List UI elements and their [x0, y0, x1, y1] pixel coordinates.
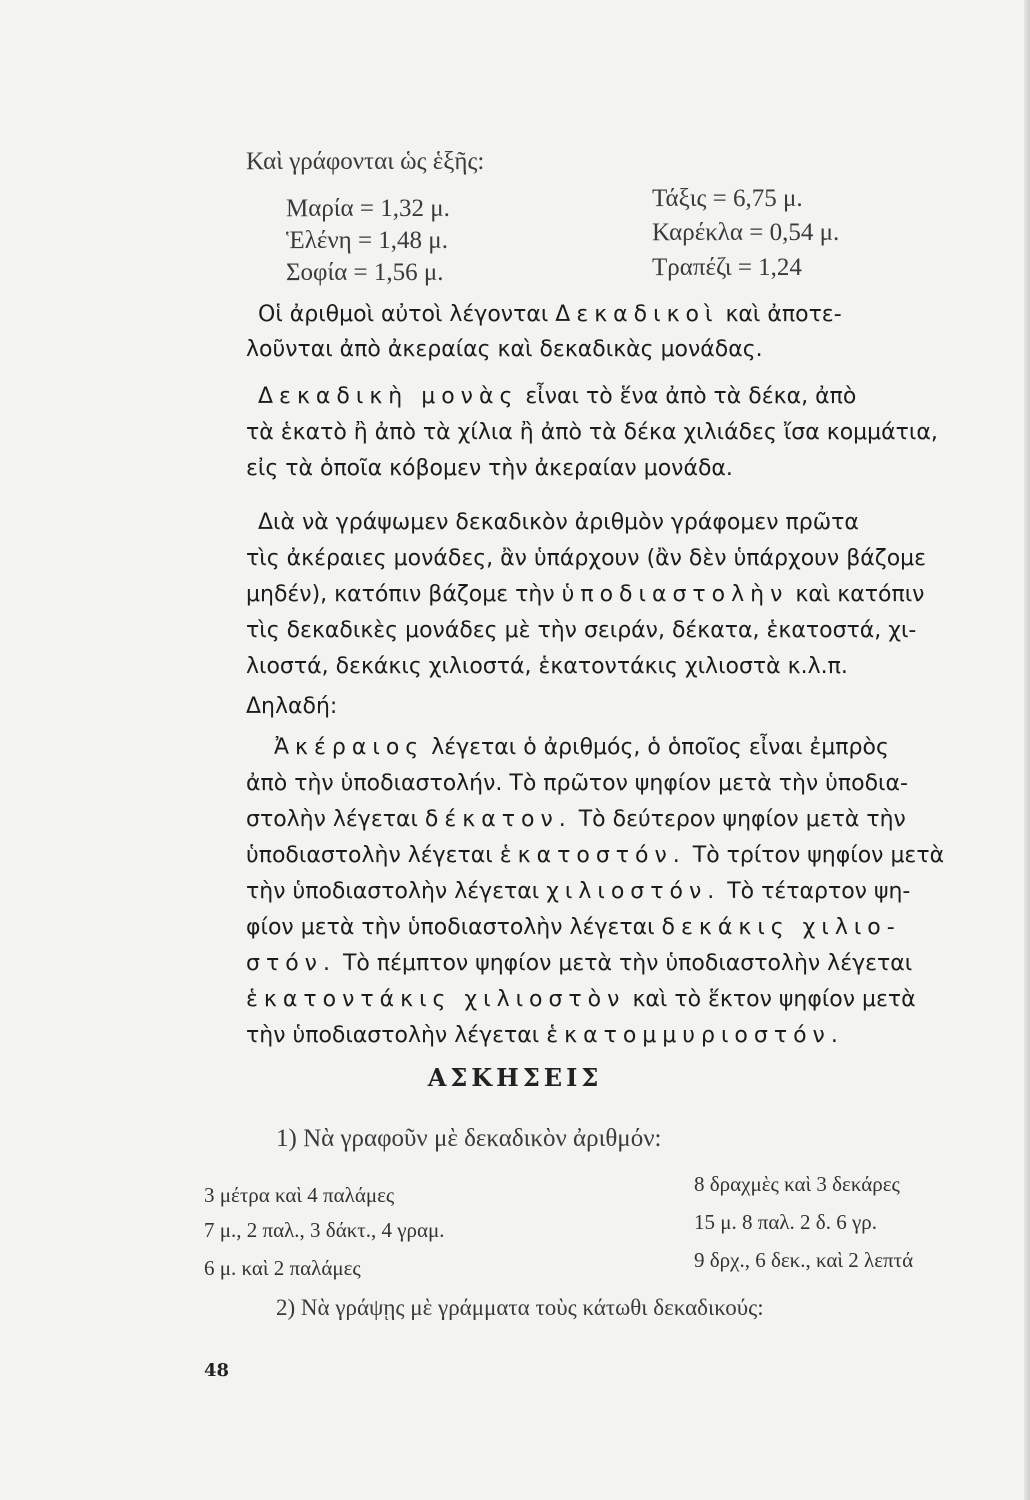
example-right-1: Τάξις = 6,75 μ.: [652, 185, 803, 212]
p4-line6: [246, 913, 901, 943]
term-decimal-unit: Δεκαδικὴ μονὰς: [258, 384, 519, 409]
p3-line1: Διὰ νὰ γράψωμεν δεκαδικὸν ἀριθμὸν γράφομεν πρῶτα: [258, 510, 859, 535]
example-right-2: Καρέκλα = 0,54 μ.: [652, 219, 840, 246]
p2-line1: [258, 382, 856, 412]
term-ten-thousandth-b: στόν.: [246, 951, 336, 976]
p2-text-b: εἶναι τὸ ἕνα ἀπὸ τὰ δέκα, ἀπὸ: [525, 384, 857, 409]
term-hundred-thousandth: ἑκατοντάκις χιλιοστὸν: [246, 987, 626, 1012]
p4-l4-text-a: ὑποδιαστολὴν λέγεται: [246, 843, 493, 868]
p2-line3: εἰς τὰ ὁποῖα κόβομεν τὴν ἀκεραίαν μονάδα.: [246, 456, 733, 481]
term-thousandth: χιλιοστόν.: [546, 879, 721, 904]
exercise-item-right-1: 8 δραχμὲς καὶ 3 δεκάρες: [694, 1172, 900, 1196]
p4-line2: ἀπὸ τὴν ὑποδιαστολήν. Τὸ πρῶτον ψηφίον μετὰ τὴν ὑποδια-: [246, 771, 908, 796]
p3-line4: τὶς δεκαδικὲς μονάδες μὲ τὴν σειράν, δέκατα, ἑκατοστά, χι-: [246, 618, 917, 643]
exercise-question-2: 2) Νὰ γράψῃς μὲ γράμματα τοὺς κάτωθι δεκαδικούς:: [276, 1295, 764, 1320]
example-right-3: Τραπέζι = 1,24: [652, 254, 802, 281]
p4-line5: [246, 877, 910, 907]
p4-line1: [274, 733, 889, 763]
p2-line2: τὰ ἑκατὸ ἢ ἀπὸ τὰ χίλια ἢ ἀπὸ τὰ δέκα χιλιάδες ἴσα κομμάτια,: [246, 420, 938, 445]
p4-line7: [246, 949, 912, 979]
exercise-item-left-3: 6 μ. καὶ 2 παλάμες: [204, 1256, 361, 1280]
example-left-2: Ἑλένη = 1,48 μ.: [286, 227, 448, 254]
p3-line3: [246, 580, 924, 610]
exercise-item-left-1: 3 μέτρα καὶ 4 παλάμες: [204, 1183, 395, 1207]
p1-line2: λοῦνται ἀπὸ ἀκεραίας καὶ δεκαδικὰς μονάδας.: [246, 337, 763, 362]
p4-line4: [246, 841, 944, 871]
p1-line1: [258, 300, 842, 330]
p3-text-c: καὶ κατόπιν: [795, 582, 925, 607]
intro-text: Καὶ γράφονται ὡς ἑξῆς:: [246, 148, 485, 175]
p3-text-a: μηδέν), κατόπιν βάζομε τὴν: [246, 582, 555, 607]
p4-l6-text-a: φίον μετὰ τὴν ὑποδιαστολὴν λέγεται: [246, 915, 655, 940]
exercises-heading: ΑΣΚΗΣΕΙΣ: [427, 1063, 603, 1092]
exercise-item-right-2: 15 μ. 8 παλ. 2 δ. 6 γρ.: [694, 1210, 877, 1234]
p3-line2: τὶς ἀκέραιες μονάδες, ἂν ὑπάρχουν (ἂν δὲν ὑπάρχουν βάζομε: [246, 546, 927, 571]
p4-line9: [246, 1021, 844, 1051]
p1-text-c: καὶ ἀποτε-: [725, 302, 842, 327]
term-integer: Ἀκέραιος: [274, 735, 425, 760]
example-left-1: Μαρία = 1,32 μ.: [286, 195, 450, 222]
p4-l8-text: καὶ τὸ ἕκτον ψηφίον μετὰ: [632, 987, 916, 1012]
exercise-item-left-2: 7 μ., 2 παλ., 3 δάκτ., 4 γραμ.: [204, 1218, 445, 1242]
term-decimal-numbers: Δεκαδικοὶ: [555, 302, 719, 327]
term-ten-thousandth-a: δεκάκις χιλιο-: [661, 915, 901, 940]
p4-l5-text-a: τὴν ὑποδιαστολὴν λέγεται: [246, 879, 540, 904]
p4-l1-text: λέγεται ὁ ἀριθμός, ὁ ὁποῖος εἶναι ἐμπρὸς: [431, 735, 889, 760]
p4-l3-text-a: στολὴν λέγεται: [246, 807, 418, 832]
p4-line8: [246, 985, 916, 1015]
p4-l4-text-c: Τὸ τρίτον ψηφίον μετὰ: [692, 843, 945, 868]
p4-l9-text: τὴν ὑποδιαστολὴν λέγεται: [246, 1023, 540, 1048]
p4-line3: [246, 805, 906, 835]
p4-l7-text: Τὸ πέμπτον ψηφίον μετὰ τὴν ὑποδιαστολὴν λέγεται: [342, 951, 913, 976]
p4-label: Δηλαδή:: [246, 694, 338, 719]
term-tenth: δέκατον.: [424, 807, 572, 832]
page-edge-shadow: [1024, 0, 1030, 1500]
p4-l3-text-c: Τὸ δεύτερον ψηφίον μετὰ τὴν: [578, 807, 906, 832]
term-hundredth: ἑκατοστόν.: [499, 843, 686, 868]
p4-l5-text-c: Τὸ τέταρτον ψη-: [727, 879, 911, 904]
term-decimal-point: ὑποδιαστολὴν: [561, 582, 789, 607]
p3-line5: λιοστά, δεκάκις χιλιοστά, ἑκατοντάκις χιλιοστὰ κ.λ.π.: [246, 654, 848, 679]
exercise-item-right-3: 9 δρχ., 6 δεκ., καὶ 2 λεπτά: [694, 1248, 914, 1272]
example-left-3: Σοφία = 1,56 μ.: [286, 259, 444, 286]
p1-text-a: Οἱ ἀριθμοὶ αὐτοὶ λέγονται: [258, 302, 549, 327]
page-number: 48: [204, 1360, 230, 1381]
term-millionth: ἑκατομμυριοστόν.: [546, 1023, 844, 1048]
exercise-question-1: 1) Νὰ γραφοῦν μὲ δεκαδικὸν ἀριθμόν:: [276, 1125, 662, 1152]
